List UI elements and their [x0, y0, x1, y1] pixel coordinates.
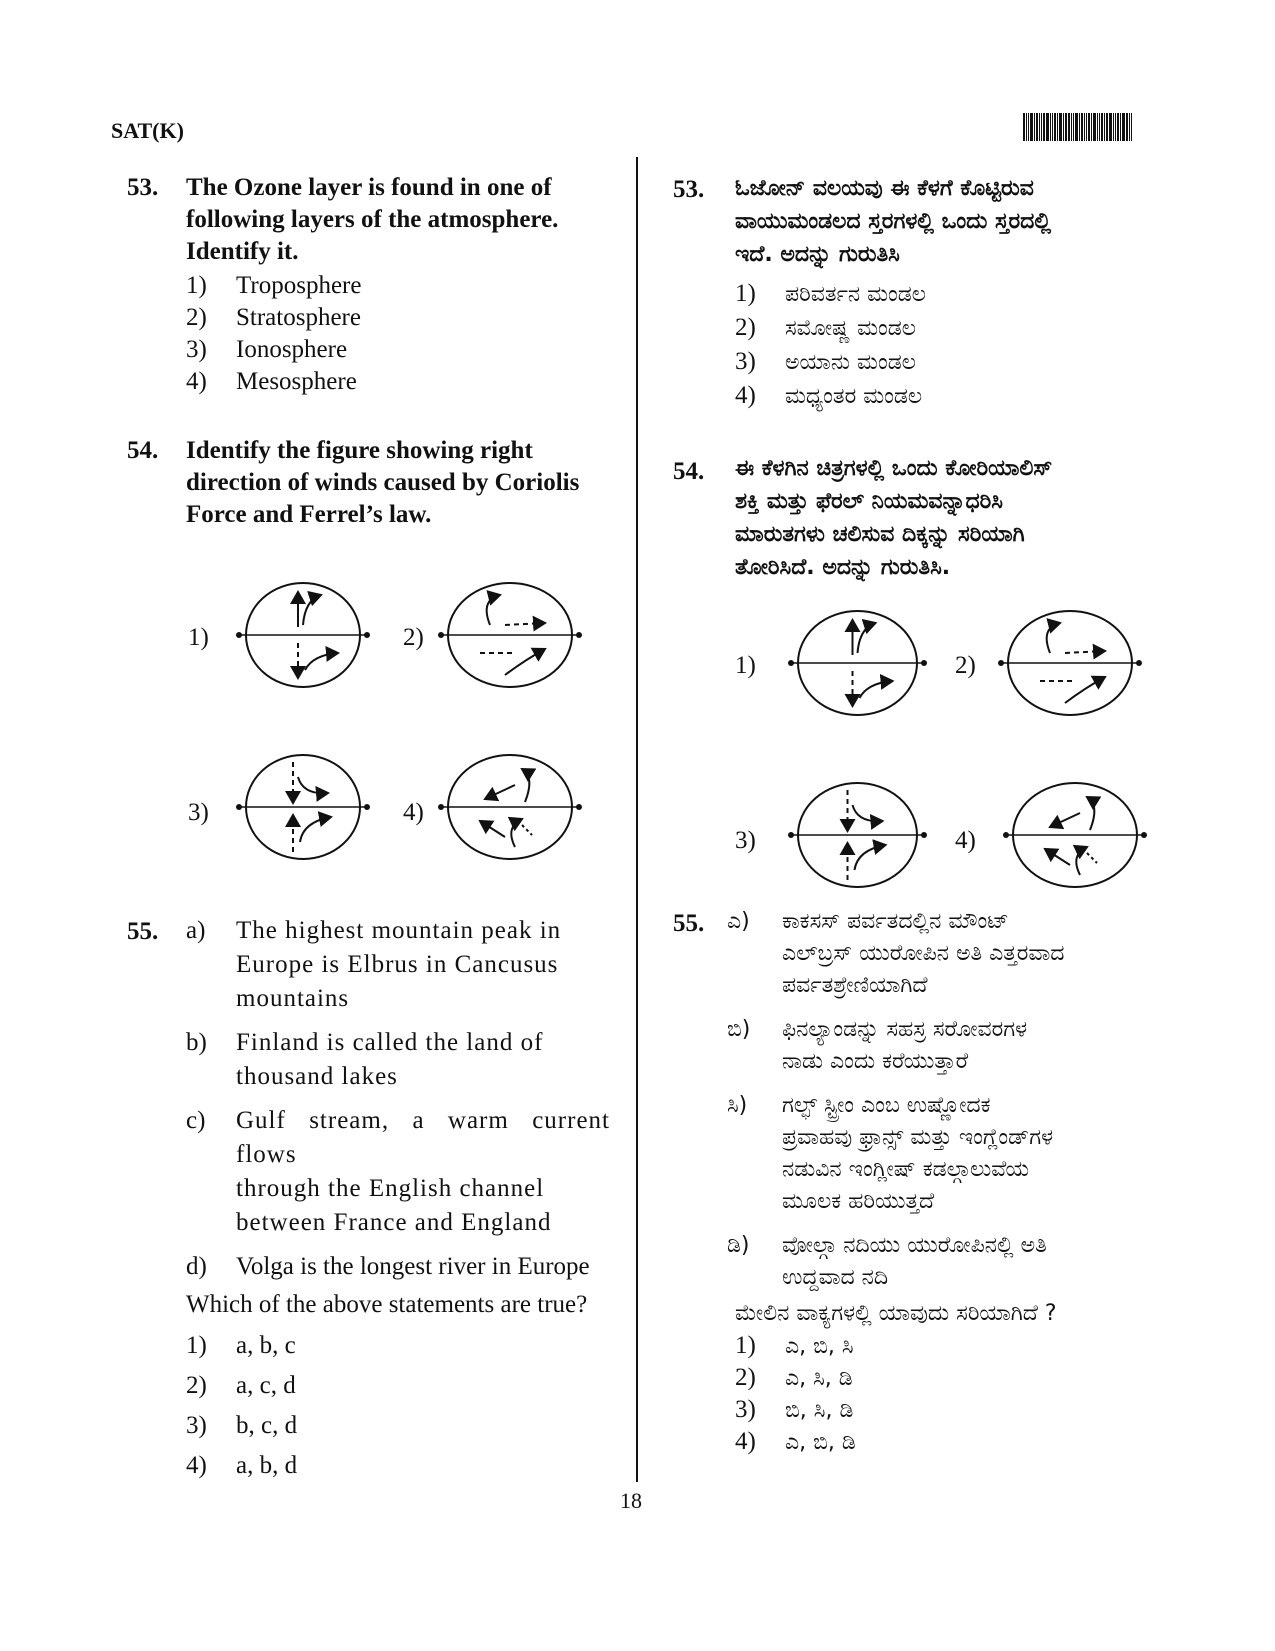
barcode-bar [1026, 113, 1027, 141]
barcode-bar [1036, 113, 1038, 141]
text-line: mountains [236, 985, 350, 1012]
barcode-bar [1073, 113, 1074, 141]
equator-end-dot [236, 632, 242, 638]
statement-label: ಡಿ) [727, 1233, 750, 1258]
option-text: ಎ, ಬಿ, ಸಿ [785, 1333, 854, 1359]
wind-arrow-curve [858, 623, 876, 653]
text-line: ನಡುವಿನ ಇಂಗ್ಲೀಷ್ ಕಡಲ್ಗಾಲುವೆಯ [782, 1157, 1030, 1182]
option-text: a, b, d [236, 1452, 298, 1479]
statement-label: ಸಿ) [727, 1093, 748, 1118]
equator-end-dot [364, 632, 370, 638]
barcode-bar [1115, 113, 1116, 141]
text-line: between France and England [236, 1209, 552, 1236]
kn-question-53-text [735, 172, 1165, 271]
kn-question-54-text [735, 452, 1165, 584]
barcode-bar [1075, 113, 1078, 141]
barcode-bar [1120, 113, 1121, 141]
barcode-bar [1034, 113, 1035, 141]
option-text: a, c, d [236, 1372, 296, 1399]
wind-arrow-curve [300, 817, 331, 842]
statement-c [727, 1090, 1167, 1218]
statement-c [186, 1104, 610, 1240]
option-number: 1) [735, 1332, 756, 1359]
statement-label: ಎ) [727, 909, 750, 934]
barcode-bar [1050, 113, 1051, 141]
option-number: 4) [735, 382, 756, 409]
kn-question-53-options [735, 277, 926, 413]
barcode-bar [1086, 113, 1087, 141]
text-line: ಮಾರುತಗಳು ಚಲಿಸುವ ದಿಕ್ಕನ್ನು ಸರಿಯಾಗಿ [735, 522, 1025, 547]
option-number: 2) [735, 314, 756, 341]
option-number: 3) [186, 336, 207, 363]
question-55-number: 55. [127, 918, 159, 945]
text-line: Europe is Elbrus in Cancusus [236, 951, 559, 978]
figure-4-label[interactable]: 4) [403, 799, 424, 826]
question-54-number: 54. [127, 437, 159, 464]
option-2[interactable] [735, 311, 926, 345]
option-4[interactable] [186, 366, 361, 398]
kn-figure-4-label[interactable]: 4) [955, 827, 976, 854]
option-1[interactable] [186, 270, 361, 302]
wind-arrow-curve [853, 805, 883, 821]
option-number: 2) [735, 1364, 756, 1391]
statement-a [727, 906, 1167, 1002]
text-line: through the English channel [236, 1175, 545, 1202]
option-number: 1) [186, 272, 207, 299]
statement-label: b) [186, 1029, 207, 1056]
text-line: The highest mountain peak in [236, 917, 562, 944]
wind-figure-3[interactable] [238, 752, 368, 862]
barcode-bar [1126, 113, 1128, 141]
option-number: 3) [735, 1396, 756, 1423]
option-1[interactable] [735, 277, 926, 311]
kn-question-55-statements [727, 906, 1167, 1458]
wind-arrow-curve [305, 653, 338, 670]
wind-figure-4[interactable] [440, 752, 580, 862]
text-line: ಪರ್ವತಶ್ರೇಣಿಯಾಗಿದೆ [782, 973, 928, 998]
wind-arrow-northwest [1045, 849, 1070, 865]
equator-end-dot [438, 632, 444, 638]
text-line: ಉದ್ದವಾದ ನದಿ [782, 1265, 889, 1290]
text-line: ಎಲ್‌ಬ್ರಸ್ ಯುರೋಪಿನ ಅತಿ ಎತ್ತರವಾದ [782, 941, 1065, 966]
barcode-bar [1122, 113, 1125, 141]
wind-figure-1[interactable] [238, 580, 368, 690]
option-text: ಪರಿವರ್ತನ ಮಂಡಲ [785, 281, 927, 307]
equator-end-dot [1141, 832, 1147, 838]
option-3[interactable] [735, 1394, 1167, 1426]
wind-arrow-curve [1076, 847, 1087, 875]
wind-line [1087, 853, 1097, 863]
barcode-bar [1046, 113, 1049, 141]
wind-line [522, 825, 532, 835]
question-53-text [186, 172, 610, 268]
text-line: ತೋರಿಸಿದೆ. ಅದನ್ನು ಗುರುತಿಸಿ. [735, 555, 951, 580]
statement-label: a) [186, 917, 206, 944]
wind-arrow-curve [1047, 623, 1060, 653]
statement-a [186, 914, 610, 1016]
option-3[interactable] [186, 1406, 610, 1446]
statement-label: d) [186, 1253, 207, 1280]
option-number: 1) [186, 1332, 207, 1359]
barcode-bar [1099, 113, 1100, 141]
option-3[interactable] [186, 334, 361, 366]
kn-question-53-number: 53. [673, 176, 705, 203]
statement-d [186, 1250, 610, 1284]
kn-question-55-number: 55. [673, 910, 705, 937]
barcode-bar [1028, 113, 1029, 141]
kn-figure-3-label[interactable]: 3) [735, 827, 756, 854]
barcode-bar [1109, 113, 1112, 141]
option-text: a, b, c [236, 1332, 296, 1359]
prompt-text: ಮೇಲಿನ ವಾಕ್ಯಗಳಲ್ಲಿ ಯಾವುದು ಸರಿಯಾಗಿದೆ ? [735, 1301, 1057, 1326]
kn-figure-1-label[interactable]: 1) [735, 652, 756, 679]
wind-arrow-curve [298, 777, 328, 793]
barcode-bar [1063, 113, 1064, 141]
kn-wind-figure-2[interactable] [1000, 608, 1140, 718]
barcode-bar [1043, 113, 1045, 141]
option-text: ಎ, ಬಿ, ಡಿ [785, 1429, 856, 1455]
text-line: ಮೂಲಕ ಹರಿಯುತ್ತದೆ [782, 1189, 935, 1214]
wind-arrow-southwest [485, 785, 515, 799]
option-4[interactable] [735, 1426, 1167, 1458]
option-4[interactable] [735, 379, 926, 413]
question-54-text [186, 435, 610, 531]
text-line: ಫಿನಲ್ಯಾಂಡನ್ನು ಸಹಸ್ರ ಸರೋವರಗಳ [782, 1017, 1028, 1042]
text-line: ಇದೆ. ಅದನ್ನು ಗುರುತಿಸಿ [735, 242, 900, 267]
wind-arrow-curve [1087, 797, 1094, 830]
barcode-bar [1023, 113, 1025, 141]
text-line: ಓಜೋನ್ ವಲಯವು ಈ ಕೆಳಗೆ ಕೊಟ್ಟಿರುವ [735, 176, 1034, 201]
barcode-bar [1101, 113, 1103, 141]
equator-end-dot [236, 804, 242, 810]
option-1[interactable] [186, 1326, 610, 1366]
kn-question-54-number: 54. [673, 458, 705, 485]
equator-end-dot [921, 660, 927, 666]
option-text: ಮಧ್ಯಂತರ ಮಂಡಲ [785, 383, 923, 409]
wind-arrow-curve [855, 845, 886, 870]
equator-end-dot [921, 832, 927, 838]
option-text: Troposphere [236, 272, 362, 299]
barcode-bar [1097, 113, 1098, 141]
question-55-prompt [186, 1288, 610, 1322]
text-line: Force and Ferrel’s law. [186, 501, 432, 528]
barcode-bar [1131, 113, 1132, 141]
option-text: Stratosphere [236, 304, 361, 331]
wind-arrow-curve [522, 769, 529, 802]
barcode-bar [1071, 113, 1072, 141]
equator-end-dot [576, 804, 582, 810]
barcode-bar [1084, 113, 1085, 141]
option-text: ಸಮೋಷ್ಣ ಮಂಡಲ [785, 315, 917, 341]
option-text: ಎ, ಸಿ, ಡಿ [785, 1365, 853, 1391]
prompt-text: Which of the above statements are true? [186, 1291, 588, 1318]
wind-arrow-curve [860, 681, 893, 698]
option-2[interactable] [186, 302, 361, 334]
wind-arrow-curve [303, 595, 321, 625]
kn-wind-figure-1[interactable] [790, 608, 925, 718]
barcode-bar [1059, 113, 1062, 141]
kn-wind-figure-4[interactable] [1005, 780, 1145, 890]
text-line: ವಾಯುಮಂಡಲದ ಸ್ತರಗಳಲ್ಲಿ ಒಂದು ಸ್ತರದಲ್ಲಿ [735, 209, 1052, 234]
barcode-bar [1088, 113, 1090, 141]
wind-arrow-curve [511, 819, 522, 847]
barcode-bar [1129, 113, 1130, 141]
option-4[interactable] [186, 1446, 610, 1486]
statement-label: ಬಿ) [727, 1017, 751, 1042]
text-line: ಪ್ರವಾಹವು ಫ್ರಾನ್ಸ್ ಮತ್ತು ಇಂಗ್ಲೆಂಡ್‌ಗಳ [782, 1125, 1054, 1150]
text-line: ಕಾಕಸಸ್ ಪರ್ವತದಲ್ಲಿನ ಮೌಂಟ್ [782, 909, 1009, 934]
text-line: Identify the figure showing right [186, 437, 533, 464]
barcode-bar [1093, 113, 1096, 141]
wind-figure-2[interactable] [440, 580, 580, 690]
barcode-bar [1052, 113, 1053, 141]
text-line: Gulf stream, a warm current flows [236, 1107, 610, 1168]
option-1[interactable] [735, 1330, 1167, 1362]
barcode-icon [1023, 113, 1153, 141]
question-55-statements [186, 914, 610, 1486]
question-53-options [186, 270, 361, 398]
text-line: direction of winds caused by Coriolis [186, 469, 580, 496]
equator-end-dot [1003, 832, 1009, 838]
barcode-bar [1081, 113, 1083, 141]
barcode-bar [1039, 113, 1040, 141]
statement-d [727, 1230, 1167, 1294]
statement-b [186, 1026, 610, 1094]
equator-end-dot [576, 632, 582, 638]
exam-code: SAT(K) [111, 118, 184, 143]
option-number: 2) [186, 1372, 207, 1399]
option-number: 4) [186, 1452, 207, 1479]
text-line: following layers of the atmosphere. [186, 206, 559, 233]
kn-wind-figure-3[interactable] [790, 780, 925, 890]
option-text: b, c, d [236, 1412, 298, 1439]
figure-1-label[interactable]: 1) [188, 624, 209, 651]
barcode-bar [1030, 113, 1033, 141]
kn-question-55-prompt [727, 1298, 1167, 1330]
barcode-bar [1054, 113, 1056, 141]
question-53-number: 53. [127, 174, 159, 201]
text-line: ವೋಲ್ಗಾ ನದಿಯು ಯುರೋಪಿನಲ್ಲಿ ಅತಿ [782, 1233, 1047, 1258]
option-2[interactable] [186, 1366, 610, 1406]
text-line: ನಾಡು ಎಂದು ಕರೆಯುತ್ತಾರೆ [782, 1049, 969, 1074]
text-line: Volga is the longest river in Europe [236, 1253, 590, 1280]
barcode-bar [1065, 113, 1067, 141]
statement-b [727, 1014, 1167, 1078]
wind-arrow-southwest [1050, 813, 1080, 827]
figure-3-label[interactable]: 3) [188, 799, 209, 826]
equator-end-dot [998, 660, 1004, 666]
text-line: Identify it. [186, 238, 299, 265]
barcode-bar [1057, 113, 1058, 141]
barcode-bar [1117, 113, 1119, 141]
text-line: ಶಕ್ತಿ ಮತ್ತು ಫೆರಲ್ ನಿಯಮವನ್ನಾಧರಿಸಿ [735, 489, 1003, 514]
barcode-bar [1041, 113, 1042, 141]
figure-2-label[interactable]: 2) [403, 624, 424, 651]
option-text: Mesosphere [236, 368, 357, 395]
barcode-bar [1091, 113, 1092, 141]
option-number: 1) [735, 280, 756, 307]
statement-label: c) [186, 1107, 206, 1134]
equator-end-dot [438, 804, 444, 810]
option-number: 2) [186, 304, 207, 331]
barcode-bar [1079, 113, 1080, 141]
barcode-bar [1068, 113, 1070, 141]
equator-end-dot [788, 660, 794, 666]
option-text: Ionosphere [236, 336, 348, 363]
option-number: 3) [735, 348, 756, 375]
equator-end-dot [364, 804, 370, 810]
wind-arrow-northwest [480, 821, 505, 837]
kn-figure-2-label[interactable]: 2) [955, 652, 976, 679]
option-3[interactable] [735, 345, 926, 379]
wind-arrow-east [505, 623, 545, 625]
barcode-bar [1104, 113, 1105, 141]
wind-arrow-east [1065, 651, 1105, 653]
option-2[interactable] [735, 1362, 1167, 1394]
equator-end-dot [1136, 660, 1142, 666]
equator-end-dot [788, 832, 794, 838]
text-line: Finland is called the land of [236, 1029, 544, 1056]
option-number: 4) [186, 368, 207, 395]
option-number: 3) [186, 1412, 207, 1439]
text-line: thousand lakes [236, 1063, 398, 1090]
wind-arrow-curve [487, 595, 500, 625]
barcode-bar [1106, 113, 1108, 141]
option-text: ಅಯಾನು ಮಂಡಲ [785, 349, 916, 375]
barcode-bar [1113, 113, 1114, 141]
option-text: ಬಿ, ಸಿ, ಡಿ [785, 1397, 854, 1423]
text-line: ಈ ಕೆಳಗಿನ ಚಿತ್ರಗಳಲ್ಲಿ ಒಂದು ಕೋರಿಯಾಲಿಸ್ [735, 456, 1053, 481]
text-line: ಗಲ್ಫ್ ಸ್ಟ್ರೀಂ ಎಂಬ ಉಷ್ಣೋದಕ [782, 1093, 991, 1118]
text-line: The Ozone layer is found in one of [186, 174, 552, 201]
column-divider [636, 157, 638, 1482]
option-number: 4) [735, 1428, 756, 1455]
page-number: 18 [620, 1488, 642, 1513]
